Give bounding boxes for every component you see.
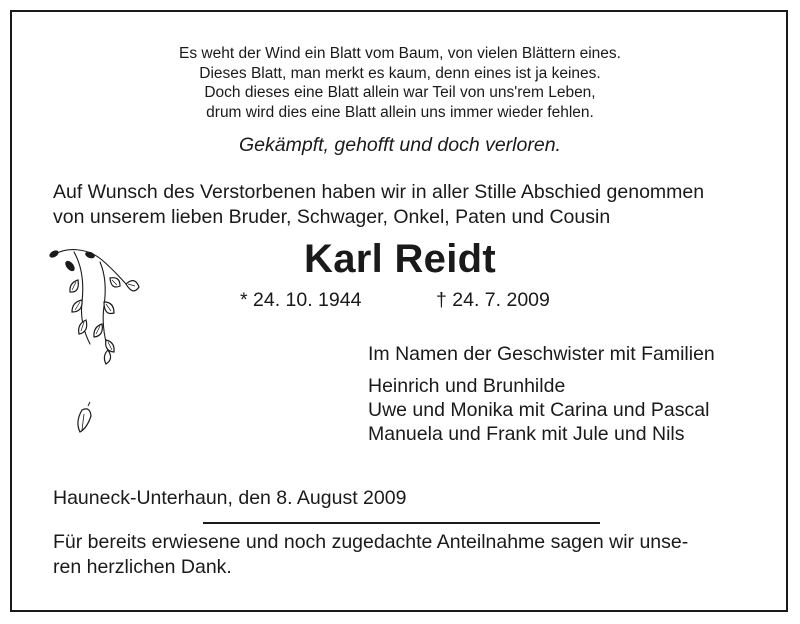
- motto: Gekämpft, gehofft und doch verloren.: [239, 134, 561, 156]
- family-member: Manuela und Frank mit Jule und Nils: [368, 423, 685, 445]
- thanks-line: ren herzlichen Dank.: [53, 556, 232, 578]
- birth-date: * 24. 10. 1944: [240, 289, 362, 311]
- poem-line: Doch dieses eine Blatt allein war Teil von uns'rem Leben,: [204, 84, 596, 101]
- poem-line: Es weht der Wind ein Blatt vom Baum, von vielen Blättern eines.: [179, 45, 621, 62]
- thanks-text: [53, 530, 688, 580]
- family-list: [368, 374, 709, 446]
- poem-line: Dieses Blatt, man merkt es kaum, denn eines ist ja keines.: [199, 64, 601, 82]
- poem: [0, 44, 800, 122]
- thanks-line: Für bereits erwiesene und noch zugedachte Anteilnahme sagen wir unse-: [53, 531, 689, 553]
- family-heading: Im Namen der Geschwister mit Familien: [368, 343, 715, 365]
- poem-line: drum wird dies eine Blatt allein uns immer wieder fehlen.: [206, 103, 594, 121]
- deceased-name: Karl Reidt: [304, 237, 496, 281]
- divider-line: [203, 522, 600, 524]
- family-member: Heinrich und Brunhilde: [368, 375, 566, 397]
- intro-line: von unserem lieben Bruder, Schwager, Onkel, Paten und Cousin: [53, 206, 611, 228]
- leaf-branch-icon: [44, 240, 140, 446]
- place-date: Hauneck-Unterhaun, den 8. August 2009: [53, 487, 407, 509]
- intro-text: [53, 180, 704, 230]
- death-date: † 24. 7. 2009: [436, 289, 550, 311]
- family-member: Uwe und Monika mit Carina und Pascal: [368, 399, 710, 421]
- intro-line: Auf Wunsch des Verstorbenen haben wir in aller Stille Abschied genommen: [53, 181, 705, 203]
